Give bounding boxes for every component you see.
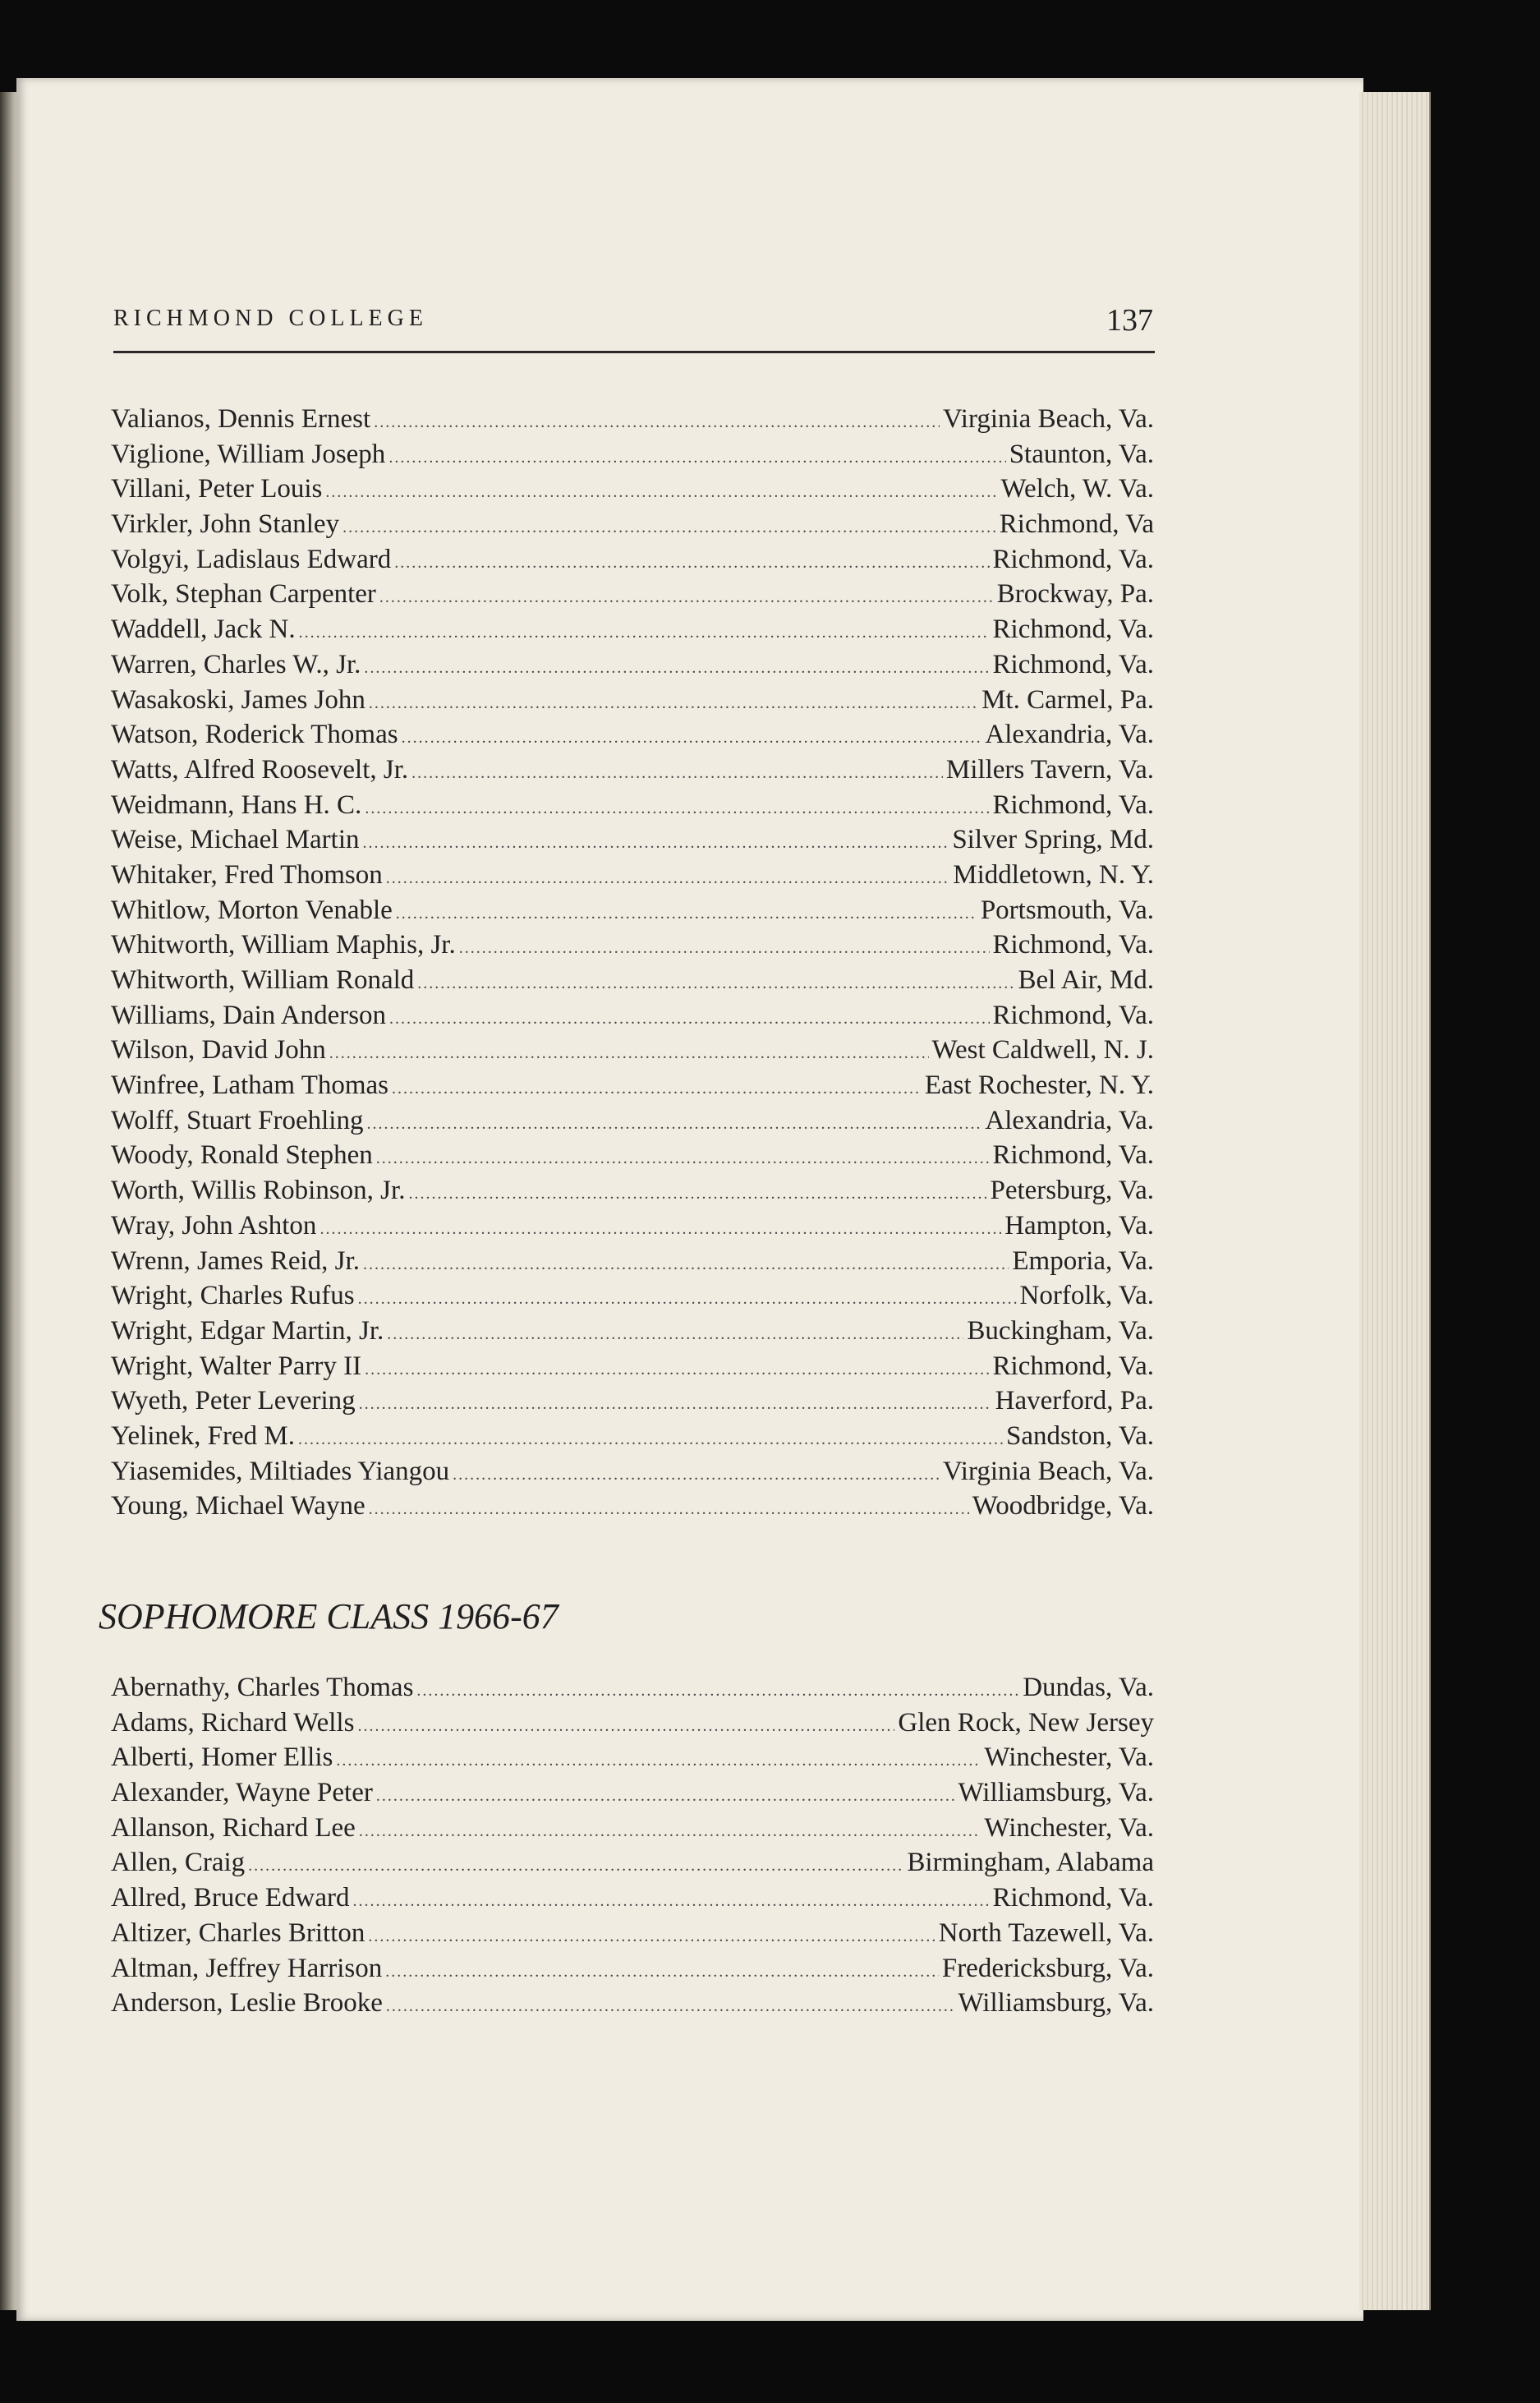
dot-leader	[416, 1682, 1019, 1701]
student-name: Williams, Dain Anderson	[111, 1000, 387, 1030]
dot-leader	[248, 1857, 903, 1876]
student-name: Wasakoski, James John	[111, 684, 365, 715]
hometown: Middletown, N. Y.	[953, 859, 1154, 890]
dot-leader	[411, 764, 943, 783]
student-entry	[111, 1673, 1154, 1708]
hometown: Brockway, Pa.	[996, 579, 1154, 610]
student-name: Yelinek, Fred M.	[111, 1420, 295, 1451]
student-entry	[111, 1316, 1154, 1351]
student-name: Whitaker, Fred Thomson	[111, 859, 383, 890]
student-entry	[111, 1351, 1154, 1387]
student-entry	[111, 1918, 1154, 1954]
student-name: Villani, Peter Louis	[111, 474, 323, 504]
dot-leader	[368, 1927, 935, 1946]
student-entry	[111, 1742, 1154, 1778]
student-entry	[111, 1778, 1154, 1813]
student-name: Altman, Jeffrey Harrison	[111, 1953, 383, 1983]
dot-leader	[389, 1010, 989, 1029]
student-name: Alberti, Homer Ellis	[111, 1742, 333, 1773]
student-entry	[111, 1491, 1154, 1526]
student-entry	[111, 509, 1154, 545]
hometown: Winchester, Va.	[984, 1742, 1154, 1773]
dot-leader	[359, 1822, 981, 1841]
hometown: Millers Tavern, Va.	[945, 754, 1154, 785]
hometown: Richmond, Va.	[992, 544, 1154, 574]
hometown: Richmond, Va.	[992, 1140, 1154, 1171]
student-name: Allen, Craig	[111, 1848, 246, 1878]
student-name: Weidmann, Hans H. C.	[111, 789, 362, 820]
student-name: Young, Michael Wayne	[111, 1491, 365, 1521]
dot-leader	[387, 1325, 963, 1344]
student-name: Worth, Willis Robinson, Jr.	[111, 1176, 406, 1206]
student-entry	[111, 1988, 1154, 2023]
dot-leader	[329, 1044, 929, 1063]
dot-leader	[336, 1752, 981, 1770]
dot-leader	[388, 449, 1005, 467]
dot-leader	[376, 1787, 955, 1806]
hometown: Richmond, Va	[999, 509, 1154, 540]
student-name: Alexander, Wayne Peter	[111, 1778, 373, 1808]
student-entry	[111, 1106, 1154, 1141]
student-name: Allanson, Richard Lee	[111, 1812, 356, 1843]
hometown: Norfolk, Va.	[1019, 1281, 1154, 1311]
student-name: Watts, Alfred Roosevelt, Jr.	[111, 754, 409, 785]
student-entry	[111, 1421, 1154, 1457]
student-name: Whitlow, Morton Venable	[111, 895, 393, 925]
student-name: Valianos, Dennis Ernest	[111, 404, 371, 434]
student-name: Volk, Stephan Carpenter	[111, 579, 376, 610]
hometown: Buckingham, Va.	[967, 1315, 1154, 1346]
student-entry	[111, 1035, 1154, 1070]
hometown: Dundas, Va.	[1023, 1673, 1154, 1702]
hometown: North Tazewell, Va.	[938, 1917, 1154, 1948]
student-name: Woody, Ronald Stephen	[111, 1140, 373, 1171]
student-entry	[111, 440, 1154, 475]
student-entry	[111, 1281, 1154, 1316]
student-name: Wright, Charles Rufus	[111, 1281, 355, 1311]
student-entry	[111, 545, 1154, 580]
sophomore-student-list	[111, 1673, 1154, 2023]
hometown: Haverford, Pa.	[995, 1386, 1154, 1416]
student-entry	[111, 579, 1154, 615]
hometown: Alexandria, Va.	[985, 1105, 1154, 1135]
student-name: Watson, Roderick Thomas	[111, 720, 398, 750]
hometown: Richmond, Va.	[992, 615, 1154, 645]
student-entry	[111, 1813, 1154, 1848]
hometown: Birmingham, Alabama	[907, 1848, 1154, 1878]
dot-leader	[325, 483, 997, 502]
dot-leader	[299, 624, 990, 642]
dot-leader	[379, 588, 994, 607]
hometown: Silver Spring, Md.	[952, 825, 1154, 855]
dot-leader	[363, 1255, 1009, 1274]
dot-leader	[396, 905, 977, 923]
dot-leader	[385, 1963, 939, 1982]
student-entry	[111, 755, 1154, 790]
dot-leader	[319, 1220, 1001, 1239]
student-name: Wilson, David John	[111, 1035, 326, 1066]
hometown: Richmond, Va.	[992, 1351, 1154, 1381]
student-entry	[111, 685, 1154, 720]
student-name: Anderson, Leslie Brooke	[111, 1988, 383, 2019]
student-entry	[111, 965, 1154, 1001]
hometown: Williamsburg, Va.	[958, 1778, 1154, 1808]
dot-leader	[376, 1149, 990, 1168]
dot-leader	[359, 1395, 992, 1414]
student-name: Wyeth, Peter Levering	[111, 1386, 356, 1416]
student-name: Warren, Charles W., Jr.	[111, 649, 361, 679]
student-entry	[111, 474, 1154, 509]
student-name: Viglione, William Joseph	[111, 439, 386, 469]
hometown: Bel Air, Md.	[1018, 965, 1154, 995]
student-entry	[111, 1457, 1154, 1492]
student-name: Abernathy, Charles Thomas	[111, 1673, 414, 1702]
student-name: Wright, Edgar Martin, Jr.	[111, 1315, 384, 1346]
student-name: Allred, Bruce Edward	[111, 1883, 350, 1913]
dot-leader	[386, 1997, 955, 2016]
dot-leader	[358, 1290, 1017, 1309]
hometown: Alexandria, Va.	[985, 720, 1154, 750]
dot-leader	[365, 1360, 989, 1379]
student-name: Waddell, Jack N.	[111, 615, 296, 645]
dot-leader	[369, 1500, 969, 1519]
hometown: Portsmouth, Va.	[980, 895, 1154, 925]
student-entry	[111, 1246, 1154, 1282]
student-entry	[111, 1070, 1154, 1106]
student-entry	[111, 1883, 1154, 1918]
hometown: Woodbridge, Va.	[972, 1491, 1154, 1521]
dot-leader	[386, 869, 949, 888]
student-name: Wray, John Ashton	[111, 1210, 317, 1241]
student-entry	[111, 720, 1154, 755]
hometown: Petersburg, Va.	[990, 1176, 1154, 1206]
dot-leader	[364, 659, 989, 678]
hometown: Hampton, Va.	[1004, 1210, 1154, 1241]
student-entry	[111, 1140, 1154, 1176]
hometown: Richmond, Va.	[992, 1883, 1154, 1913]
hometown: Welch, W. Va.	[1000, 474, 1154, 504]
student-entry	[111, 825, 1154, 860]
student-entry	[111, 1848, 1154, 1883]
student-name: Altizer, Charles Britton	[111, 1917, 365, 1948]
student-name: Virkler, John Stanley	[111, 509, 340, 540]
hometown: Williamsburg, Va.	[958, 1988, 1154, 2019]
student-entry	[111, 615, 1154, 650]
student-name: Yiasemides, Miltiades Yiangou	[111, 1456, 450, 1486]
dot-leader	[369, 694, 978, 713]
student-entry	[111, 1386, 1154, 1421]
hometown: West Caldwell, N. J.	[931, 1035, 1154, 1066]
dot-leader	[392, 1080, 922, 1098]
running-head: RICHMOND COLLEGE	[113, 306, 428, 331]
dot-leader	[342, 518, 996, 537]
dot-leader	[453, 1466, 940, 1485]
page-stack-edges	[1359, 92, 1431, 2310]
dot-leader	[459, 939, 990, 958]
student-entry	[111, 1001, 1154, 1036]
hometown: Mt. Carmel, Pa.	[981, 684, 1154, 715]
student-name: Wolff, Stuart Froehling	[111, 1105, 364, 1135]
section-title: SOPHOMORE CLASS 1966-67	[99, 1596, 559, 1637]
hometown: Winchester, Va.	[984, 1812, 1154, 1843]
student-entry	[111, 930, 1154, 965]
hometown: Sandston, Va.	[1006, 1420, 1154, 1451]
page-number: 137	[1106, 303, 1153, 338]
dot-leader	[402, 729, 982, 748]
dot-leader	[298, 1430, 1003, 1449]
dot-leader	[365, 799, 989, 818]
hometown: Richmond, Va.	[992, 789, 1154, 820]
hometown: Glen Rock, New Jersey	[898, 1707, 1154, 1738]
student-list-continued	[111, 404, 1154, 1526]
hometown: Richmond, Va.	[992, 649, 1154, 679]
dot-leader	[352, 1892, 989, 1911]
hometown: Emporia, Va.	[1012, 1245, 1154, 1276]
student-entry	[111, 860, 1154, 895]
hometown: East Rochester, N. Y.	[924, 1070, 1154, 1101]
dot-leader	[408, 1185, 986, 1204]
student-name: Whitworth, William Maphis, Jr.	[111, 930, 456, 960]
student-name: Weise, Michael Martin	[111, 825, 360, 855]
student-entry	[111, 1708, 1154, 1743]
student-name: Adams, Richard Wells	[111, 1707, 355, 1738]
dot-leader	[417, 974, 1014, 993]
student-name: Whitworth, William Ronald	[111, 965, 415, 995]
hometown: Richmond, Va.	[992, 1000, 1154, 1030]
dot-leader	[394, 554, 989, 573]
hometown: Virginia Beach, Va.	[942, 404, 1154, 434]
student-entry	[111, 1176, 1154, 1211]
dot-leader	[374, 413, 940, 432]
hometown: Staunton, Va.	[1009, 439, 1154, 469]
student-entry	[111, 1954, 1154, 1989]
student-name: Wrenn, James Reid, Jr.	[111, 1245, 360, 1276]
dot-leader	[363, 834, 949, 853]
student-entry	[111, 650, 1154, 685]
student-entry	[111, 895, 1154, 931]
student-name: Volgyi, Ladislaus Edward	[111, 544, 392, 574]
student-name: Wright, Walter Parry II	[111, 1351, 362, 1381]
student-entry	[111, 404, 1154, 440]
dot-leader	[366, 1115, 981, 1134]
hometown: Richmond, Va.	[992, 930, 1154, 960]
dot-leader	[357, 1717, 894, 1736]
student-entry	[111, 1211, 1154, 1246]
student-entry	[111, 790, 1154, 826]
page-header	[113, 303, 1155, 353]
hometown: Virginia Beach, Va.	[942, 1456, 1154, 1486]
hometown: Fredericksburg, Va.	[941, 1953, 1154, 1983]
student-name: Winfree, Latham Thomas	[111, 1070, 389, 1101]
